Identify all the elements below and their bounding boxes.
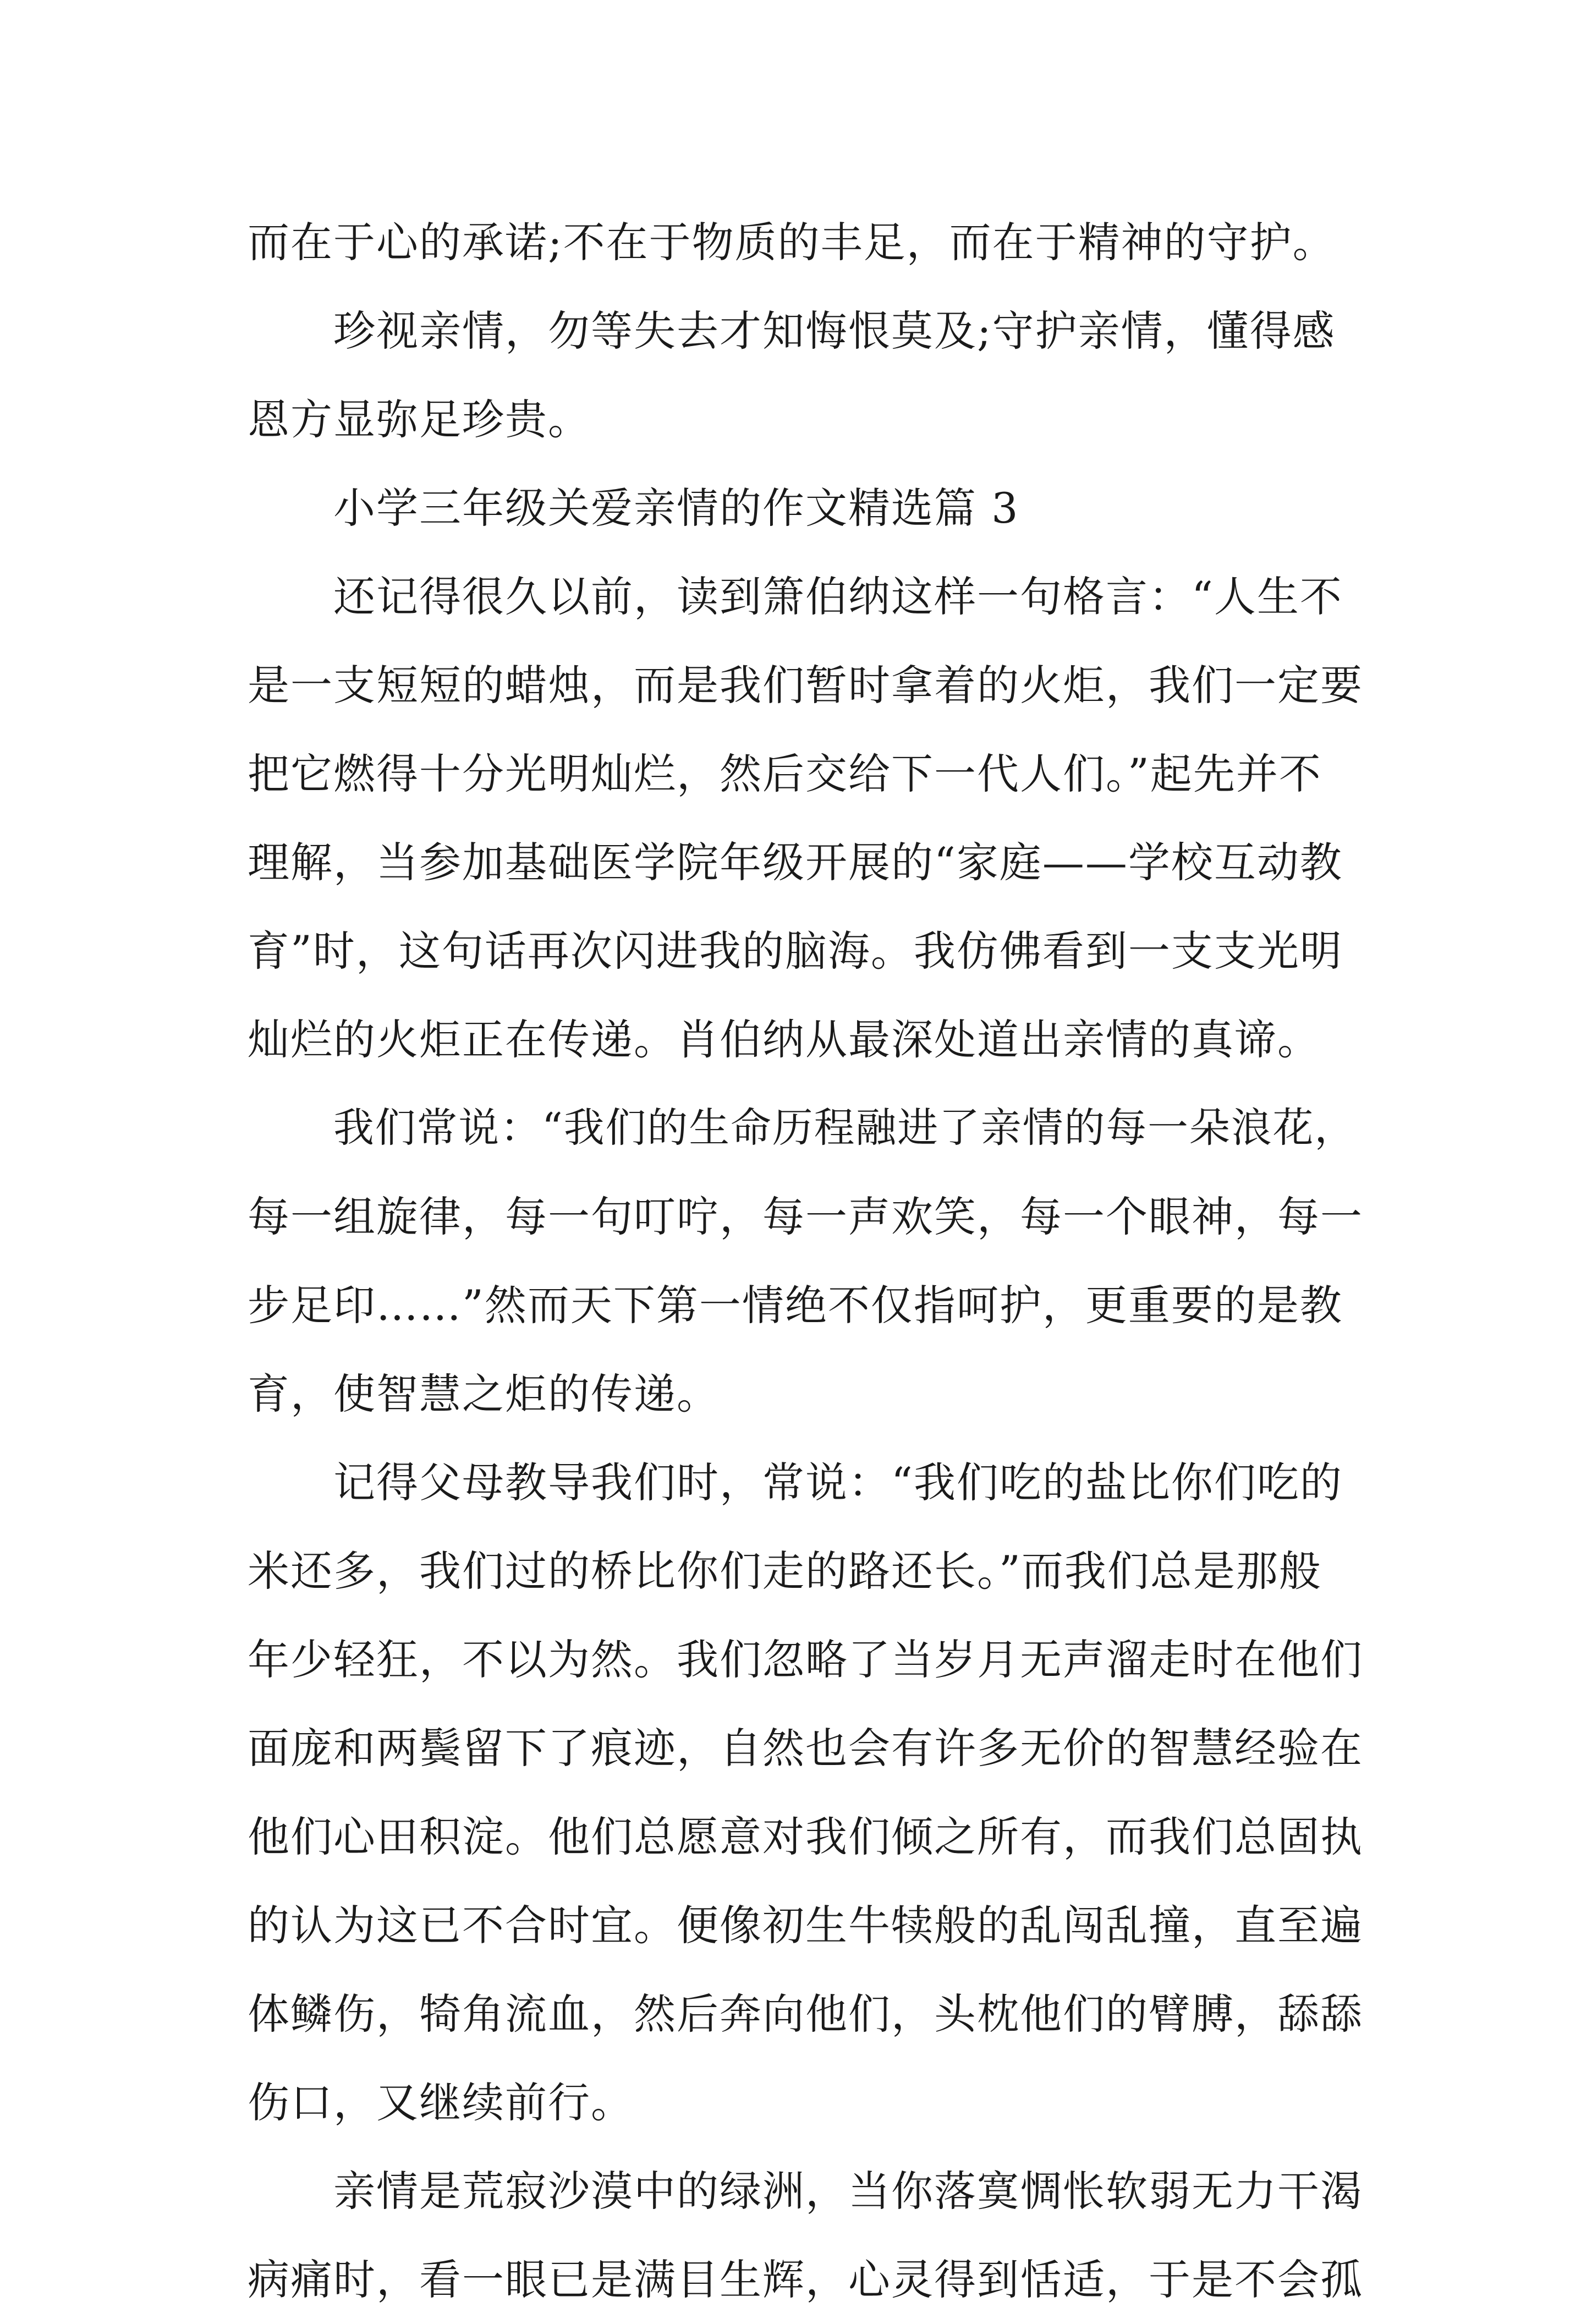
- text-line: 米还多，我们过的桥比你们走的路还长。”而我们总是那般: [248, 1547, 1322, 1596]
- text-line: 每一组旋律，每一句叮咛，每一声欢笑，每一个眼神，每一: [248, 1192, 1363, 1241]
- text-line: 珍视亲情，勿等失去才知悔恨莫及;守护亲情，懂得感: [333, 306, 1336, 355]
- text-line: 我们常说：“我们的生命历程融进了亲情的每一朵浪花，: [333, 1104, 1357, 1152]
- text-line: 亲情是荒寂沙漠中的绿洲，当你落寞惆怅软弱无力干渴: [333, 2167, 1363, 2216]
- text-line: 面庞和两鬓留下了痕迹，自然也会有许多无价的智慧经验在: [248, 1724, 1363, 1773]
- text-line: 伤口，又继续前行。: [248, 2078, 634, 2127]
- text-line: 把它燃得十分光明灿烂，然后交给下一代人们。”起先并不: [248, 749, 1322, 798]
- text-line: 病痛时，看一眼已是满目生辉，心灵得到恬适，于是不会孤: [248, 2255, 1363, 2304]
- text-line: 恩方显弥足珍贵。: [248, 395, 591, 444]
- text-line: 还记得很久以前，读到箫伯纳这样一句格言：“人生不: [333, 572, 1343, 621]
- text-line: 体鳞伤，犄角流血，然后奔向他们，头枕他们的臂膊，舔舔: [248, 1989, 1363, 2038]
- text-line: 年少轻狂，不以为然。我们忽略了当岁月无声溜走时在他们: [248, 1635, 1363, 1684]
- text-line: 而在于心的承诺;不在于物质的丰足，而在于精神的守护。: [248, 218, 1336, 267]
- text-line: 他们心田积淀。他们总愿意对我们倾之所有，而我们总固执: [248, 1812, 1363, 1861]
- text-line: 灿烂的火炬正在传递。肖伯纳从最深处道出亲情的真谛。: [248, 1015, 1320, 1064]
- text-line: 记得父母教导我们时，常说：“我们吃的盐比你们吃的: [333, 1458, 1343, 1507]
- text-line: 育，使智慧之炬的传递。: [248, 1369, 720, 1418]
- section-heading: 小学三年级关爱亲情的作文精选篇 3: [333, 484, 1019, 533]
- document-page: [248, 198, 1364, 2324]
- text-line: 理解，当参加基础医学院年级开展的“家庭——学校互动教: [248, 838, 1343, 887]
- text-line: 步足印……”然而天下第一情绝不仅指呵护，更重要的是教: [248, 1281, 1343, 1330]
- text-line: 育”时，这句话再次闪进我的脑海。我仿佛看到一支支光明: [248, 927, 1343, 975]
- text-line: 是一支短短的蜡烛，而是我们暂时拿着的火炬，我们一定要: [248, 661, 1363, 710]
- text-line: 的认为这已不合时宜。便像初生牛犊般的乱闯乱撞，直至遍: [248, 1901, 1363, 1950]
